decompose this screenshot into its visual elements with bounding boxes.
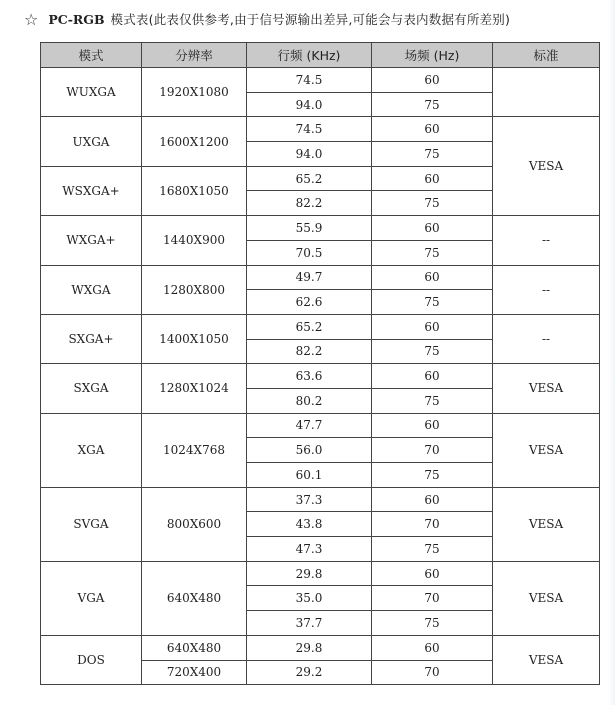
cell-resolution: 800X600 xyxy=(142,487,247,561)
table-row xyxy=(41,68,600,93)
cell-h-freq: 74.5 xyxy=(247,117,372,142)
table-row xyxy=(41,314,600,339)
cell-resolution: 640X480 xyxy=(142,635,247,660)
cell-h-freq: 63.6 xyxy=(247,364,372,389)
cell-v-freq: 60 xyxy=(372,117,493,142)
cell-v-freq: 60 xyxy=(372,68,493,93)
table-row xyxy=(41,635,600,660)
cell-v-freq: 60 xyxy=(372,561,493,586)
header-resolution: 分辨率 xyxy=(142,43,247,68)
heading-title-bold: PC-RGB xyxy=(48,11,105,27)
cell-h-freq: 80.2 xyxy=(247,388,372,413)
table-row xyxy=(41,117,600,142)
table-row xyxy=(41,413,600,438)
cell-resolution: 1280X800 xyxy=(142,265,247,314)
cell-standard: -- xyxy=(493,265,600,314)
cell-standard: VESA xyxy=(493,487,600,561)
header-v-freq: 场频 (Hz) xyxy=(372,43,493,68)
table-body xyxy=(41,68,600,685)
cell-h-freq: 37.7 xyxy=(247,611,372,636)
cell-v-freq: 60 xyxy=(372,314,493,339)
cell-h-freq: 74.5 xyxy=(247,68,372,93)
cell-mode: DOS xyxy=(41,635,142,684)
table-header-row xyxy=(41,43,600,68)
cell-v-freq: 75 xyxy=(372,92,493,117)
cell-v-freq: 60 xyxy=(372,635,493,660)
cell-standard: VESA xyxy=(493,561,600,635)
cell-v-freq: 60 xyxy=(372,265,493,290)
page-edge-tint xyxy=(609,0,615,705)
cell-h-freq: 47.7 xyxy=(247,413,372,438)
cell-h-freq: 47.3 xyxy=(247,537,372,562)
table-row xyxy=(41,265,600,290)
cell-v-freq: 70 xyxy=(372,438,493,463)
cell-mode: UXGA xyxy=(41,117,142,166)
cell-resolution: 1680X1050 xyxy=(142,166,247,215)
cell-v-freq: 60 xyxy=(372,166,493,191)
header-h-freq: 行频 (KHz) xyxy=(247,43,372,68)
cell-resolution: 640X480 xyxy=(142,561,247,635)
cell-v-freq: 70 xyxy=(372,586,493,611)
cell-resolution: 1024X768 xyxy=(142,413,247,487)
cell-h-freq: 82.2 xyxy=(247,191,372,216)
cell-v-freq: 60 xyxy=(372,487,493,512)
cell-standard: VESA xyxy=(493,413,600,487)
cell-h-freq: 35.0 xyxy=(247,586,372,611)
cell-h-freq: 29.8 xyxy=(247,561,372,586)
cell-v-freq: 70 xyxy=(372,660,493,685)
cell-v-freq: 75 xyxy=(372,191,493,216)
cell-standard: -- xyxy=(493,314,600,363)
cell-v-freq: 75 xyxy=(372,537,493,562)
cell-standard: VESA xyxy=(493,364,600,413)
star-icon: ☆ xyxy=(24,9,39,29)
header-mode: 模式 xyxy=(41,43,142,68)
cell-mode: WXGA xyxy=(41,265,142,314)
cell-standard xyxy=(493,68,600,117)
cell-v-freq: 60 xyxy=(372,364,493,389)
cell-h-freq: 94.0 xyxy=(247,92,372,117)
cell-mode: WUXGA xyxy=(41,68,142,117)
cell-resolution: 1400X1050 xyxy=(142,314,247,363)
cell-mode: WXGA+ xyxy=(41,216,142,265)
cell-v-freq: 60 xyxy=(372,413,493,438)
cell-resolution: 1440X900 xyxy=(142,216,247,265)
cell-h-freq: 29.2 xyxy=(247,660,372,685)
cell-h-freq: 55.9 xyxy=(247,216,372,241)
cell-v-freq: 75 xyxy=(372,290,493,315)
table-row xyxy=(41,216,600,241)
cell-mode: SXGA+ xyxy=(41,314,142,363)
cell-h-freq: 49.7 xyxy=(247,265,372,290)
cell-v-freq: 75 xyxy=(372,142,493,167)
heading-title-text: 模式表(此表仅供参考,由于信号源输出差异,可能会与表内数据有所差别) xyxy=(110,12,511,27)
cell-mode: SVGA xyxy=(41,487,142,561)
cell-v-freq: 60 xyxy=(372,216,493,241)
cell-v-freq: 75 xyxy=(372,388,493,413)
cell-h-freq: 70.5 xyxy=(247,240,372,265)
cell-resolution: 1600X1200 xyxy=(142,117,247,166)
page-heading xyxy=(24,8,510,30)
cell-v-freq: 75 xyxy=(372,339,493,364)
cell-resolution: 720X400 xyxy=(142,660,247,685)
cell-h-freq: 62.6 xyxy=(247,290,372,315)
cell-resolution: 1920X1080 xyxy=(142,68,247,117)
table-row xyxy=(41,487,600,512)
cell-v-freq: 75 xyxy=(372,463,493,488)
header-standard: 标准 xyxy=(493,43,600,68)
cell-mode: VGA xyxy=(41,561,142,635)
cell-h-freq: 37.3 xyxy=(247,487,372,512)
cell-standard: -- xyxy=(493,216,600,265)
cell-mode: XGA xyxy=(41,413,142,487)
cell-v-freq: 75 xyxy=(372,240,493,265)
cell-h-freq: 65.2 xyxy=(247,166,372,191)
cell-standard: VESA xyxy=(493,635,600,684)
cell-standard: VESA xyxy=(493,117,600,216)
cell-v-freq: 75 xyxy=(372,611,493,636)
cell-h-freq: 60.1 xyxy=(247,463,372,488)
cell-h-freq: 29.8 xyxy=(247,635,372,660)
pc-rgb-mode-table xyxy=(40,42,600,685)
cell-h-freq: 65.2 xyxy=(247,314,372,339)
cell-v-freq: 70 xyxy=(372,512,493,537)
cell-h-freq: 56.0 xyxy=(247,438,372,463)
table-row xyxy=(41,364,600,389)
table-row xyxy=(41,561,600,586)
cell-mode: WSXGA+ xyxy=(41,166,142,215)
cell-resolution: 1280X1024 xyxy=(142,364,247,413)
cell-h-freq: 82.2 xyxy=(247,339,372,364)
cell-h-freq: 43.8 xyxy=(247,512,372,537)
cell-h-freq: 94.0 xyxy=(247,142,372,167)
cell-mode: SXGA xyxy=(41,364,142,413)
